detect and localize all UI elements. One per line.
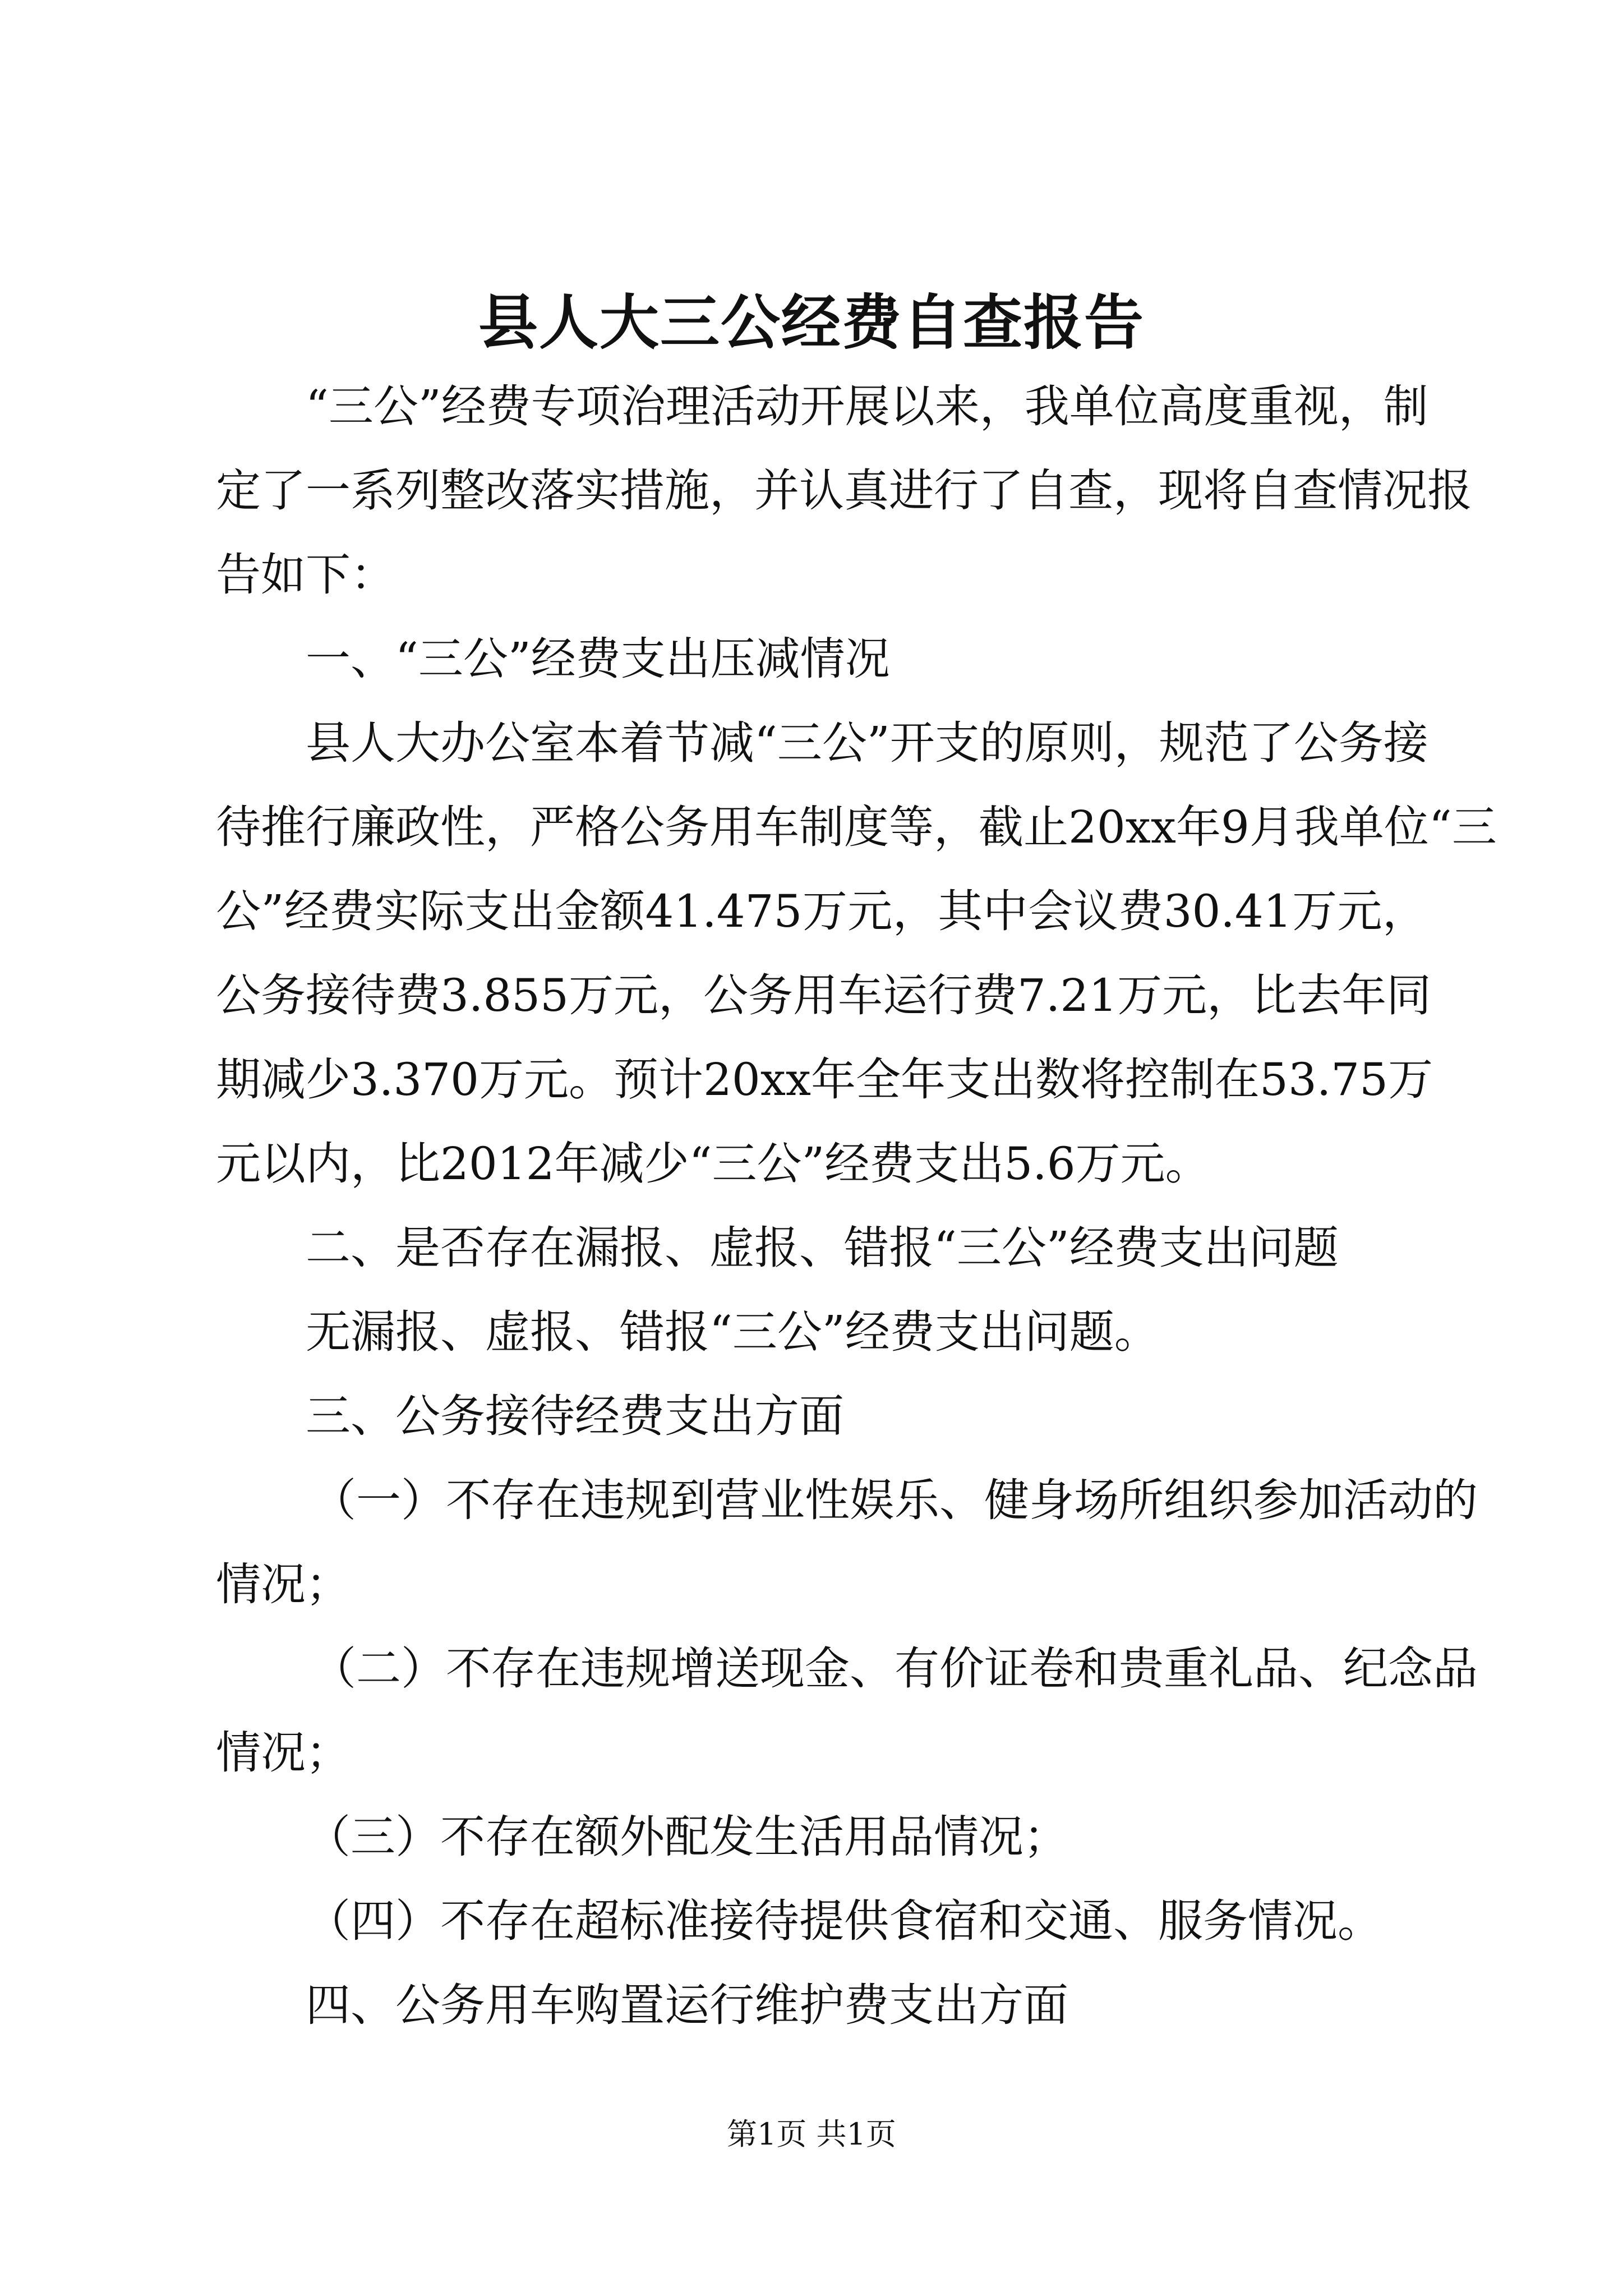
section-3-item-2-line-1: （二）不存在违规增送现金、有价证卷和贵重礼品、纪念品 [311,1642,1478,1695]
intro-line-3: 告如下： [216,549,395,601]
section-3-item-4: （四）不存在超标准接待提供食宿和交通、服务情况。 [306,1895,1382,1947]
section-1-line-6: 元以内，比2012年减少“三公”经费支出5.6万元。 [216,1138,1210,1190]
page-footer: 第1页 共1页 [727,2116,896,2152]
document-title: 县人大三公经费自查报告 [478,287,1145,357]
intro-line-1: “三公”经费专项治理活动开展以来，我单位高度重视，制 [306,380,1428,432]
section-3-item-2-line-2: 情况； [216,1727,351,1779]
section-1-line-2: 待推行廉政性，严格公务用车制度等，截止20xx年9月我单位“三 [216,801,1497,853]
intro-line-2: 定了一系列整改落实措施，并认真进行了自查，现将自查情况报 [216,464,1472,517]
section-3-heading: 三、公务接待经费支出方面 [306,1390,844,1442]
section-3-item-1-line-1: （一）不存在违规到营业性娱乐、健身场所组织参加活动的 [311,1474,1478,1526]
section-2-heading: 二、是否存在漏报、虚报、错报“三公”经费支出问题 [306,1222,1339,1274]
section-3-item-1-line-2: 情况； [216,1558,351,1611]
section-1-line-1: 县人大办公室本着节减“三公”开支的原则，规范了公务接 [306,717,1428,769]
section-2-line-1: 无漏报、虚报、错报“三公”经费支出问题。 [306,1306,1159,1358]
section-1-heading: 一、“三公”经费支出压减情况 [306,633,890,685]
section-1-line-5: 期减少3.370万元。预计20xx年全年支出数将控制在53.75万 [216,1053,1433,1106]
section-4-heading: 四、公务用车购置运行维护费支出方面 [306,1979,1068,2031]
section-1-line-4: 公务接待费3.855万元，公务用车运行费7.21万元，比去年同 [216,969,1432,1022]
section-1-line-3: 公”经费实际支出金额41.475万元，其中会议费30.41万元， [216,885,1427,937]
section-3-item-3: （三）不存在额外配发生活用品情况； [306,1811,1068,1863]
